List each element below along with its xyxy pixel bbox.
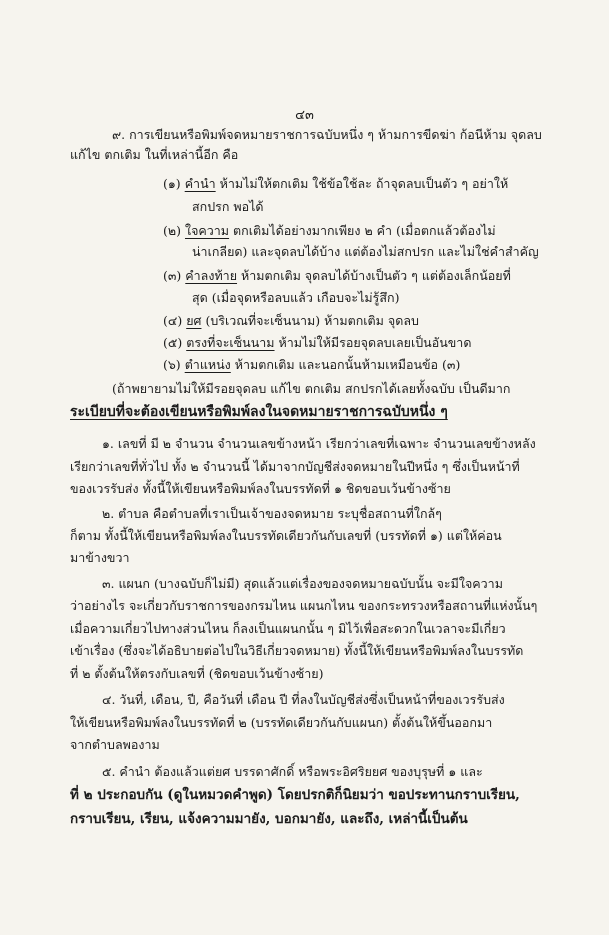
section-4-line-2: ให้เขียนหรือพิมพ์ลงในบรรทัดที่ ๒ (บรรทัดเดียวกันกับแผนก) ตั้งต้นให้ขึ้นออกมา xyxy=(70,715,493,730)
intro-line-2: แก้ไข ตกเติม ในที่เหล่านี้อีก คือ xyxy=(70,147,239,162)
item-term: ตรงที่จะเซ็นนาม xyxy=(186,335,275,350)
item-text: ห้ามไม่ให้ตกเติม ใช้ข้อใช้ละ ถ้าจุดลบเป็นตัว ๆ อย่าให้ xyxy=(219,176,509,191)
section-3-line-2: ว่าอย่างไร จะเกี่ยวกับราชการของกรมไหน แผนกไหน ของกระทรวงหรือสถานที่แห่งนั้นๆ xyxy=(70,598,538,613)
item-number: (๓) xyxy=(163,268,182,283)
list-item-2 xyxy=(163,223,496,239)
section-5-line-2: ที่ ๒ ประกอบกัน (ดูในหมวดคำพูด) โดยปรกติก็นิยมว่า ขอประทานกราบเรียน, xyxy=(70,787,520,803)
list-item-3 xyxy=(163,268,511,284)
item-term: ยศ xyxy=(186,313,202,328)
section-heading: ระเบียบที่จะต้องเขียนหรือพิมพ์ลงในจดหมายราชการฉบับหนึ่ง ๆ xyxy=(70,404,448,420)
section-2-line-3: มาข้างขวา xyxy=(70,550,130,565)
section-2-line-1: ๒. ตำบล คือตำบลที่เราเป็นเจ้าของจดหมาย ระบุชื่อสถานที่ใกล้ๆ xyxy=(102,506,442,521)
item-number: (๑) xyxy=(163,176,181,191)
section-3-line-3: เมื่อความเกี่ยวไปทางส่วนไหน ก็ลงเป็นแผนกนั้น ๆ มิไว้เพื่อสะดวกในเวลาจะมีเกี่ยว xyxy=(70,621,506,636)
section-4-line-3: จากตำบลพองาม xyxy=(70,737,160,752)
section-3-line-4: เข้าเรื่อง (ซึ่งจะได้อธิบายต่อไปในวิธีเกี่ยวจดหมาย) ทั้งนี้ให้เขียนหรือพิมพ์ลงในบรรทัด xyxy=(70,643,524,658)
section-1-line-3: ของเวรรับส่ง ทั้งนี้ให้เขียนหรือพิมพ์ลงในบรรทัดที่ ๑ ชิดขอบเว้นข้างซ้าย xyxy=(70,481,451,496)
section-1-line-2: เรียกว่าเลขที่ทั่วไป ทั้ง ๒ จำนวนนี้ ได้มาจากบัญชีส่งจดหมายในปีหนึ่ง ๆ ซึ่งเป็นหน้าที่ xyxy=(70,459,520,474)
section-2-line-2: ก็ตาม ทั้งนี้ให้เขียนหรือพิมพ์ลงในบรรทัดเดียวกันกับเลขที่ (บรรทัดที่ ๑) แต่ให้ค่อน xyxy=(70,528,502,543)
section-3-line-1: ๓. แผนก (บางฉบับก็ไม่มี) สุดแล้วแต่เรื่องของจดหมายฉบับนั้น จะมีใจความ xyxy=(102,576,503,591)
section-3-line-5: ที่ ๒ ตั้งต้นให้ตรงกับเลขที่ (ชิดขอบเว้นข้างซ้าย) xyxy=(70,666,324,681)
list-item-3-cont: สุด (เมื่อจุดหรือลบแล้ว เกือบจะไม่รู้สึก) xyxy=(192,290,400,305)
item-text: ตกเติมได้อย่างมากเพียง ๒ คำ (เมื่อตกแล้วต้องไม่ xyxy=(233,223,496,238)
list-item-2-cont: น่าเกลียด) และจุดลบได้บ้าง แต่ต้องไม่สกปรก และไม่ใช่คำสำคัญ xyxy=(192,244,539,259)
section-5-line-1: ๕. คำนำ ต้องแล้วแต่ยศ บรรดาศักดิ์ หรือพระอิศริยยศ ของบุรุษที่ ๑ และ xyxy=(102,764,483,779)
list-item-1 xyxy=(163,176,508,192)
section-1-line-1: ๑. เลขที่ มี ๒ จำนวน จำนวนเลขข้างหน้า เรียกว่าเลขที่เฉพาะ จำนวนเลขข้างหลัง xyxy=(102,436,536,451)
intro-line-1: ๙. การเขียนหรือพิมพ์จดหมายราชการฉบับหนึ่ง ๆ ห้ามการขีดฆ่า ก้อนีห้าม จุดลบ xyxy=(112,127,542,142)
page-number: ๔๓ xyxy=(295,108,314,123)
item-text: ห้ามตกเติม จุดลบได้บ้างเป็นตัว ๆ แต่ต้องเล็กน้อยที่ xyxy=(241,268,511,283)
item-number: (๔) xyxy=(163,313,183,328)
list-item-6 xyxy=(163,357,460,373)
item-term: คำลงท้าย xyxy=(185,268,238,283)
item-term: คำนำ xyxy=(184,176,216,191)
item-number: (๒) xyxy=(163,223,181,238)
section-5-line-3: กราบเรียน, เรียน, แจ้งความมายัง, บอกมายัง, และถึง, เหล่านี้เป็นต้น xyxy=(70,811,468,827)
note-text: (ถ้าพยายามไม่ให้มีรอยจุดลบ แก้ไข ตกเติม สกปรกได้เลยทั้งฉบับ เป็นดีมาก xyxy=(112,381,511,396)
list-item-1-cont: สกปรก พอได้ xyxy=(192,199,264,214)
item-number: (๕) xyxy=(163,335,183,350)
list-item-5 xyxy=(163,335,471,351)
section-4-line-1: ๔. วันที่, เดือน, ปี, คือวันที่ เดือน ปี ที่ลงในบัญชีส่งซึ่งเป็นหน้าที่ของเวรรับส่ง xyxy=(102,692,505,707)
item-term: ตำแหน่ง xyxy=(184,357,231,372)
item-term: ใจความ xyxy=(184,223,230,238)
list-item-4 xyxy=(163,313,419,329)
item-text: ห้ามตกเติม และนอกนั้นห้ามเหมือนข้อ (๓) xyxy=(234,357,461,372)
item-number: (๖) xyxy=(163,357,181,372)
item-text: (บริเวณที่จะเซ็นนาม) ห้ามตกเติม จุดลบ xyxy=(205,313,419,328)
item-text: ห้ามไม่ให้มีรอยจุดลบเลยเป็นอันขาด xyxy=(278,335,472,350)
